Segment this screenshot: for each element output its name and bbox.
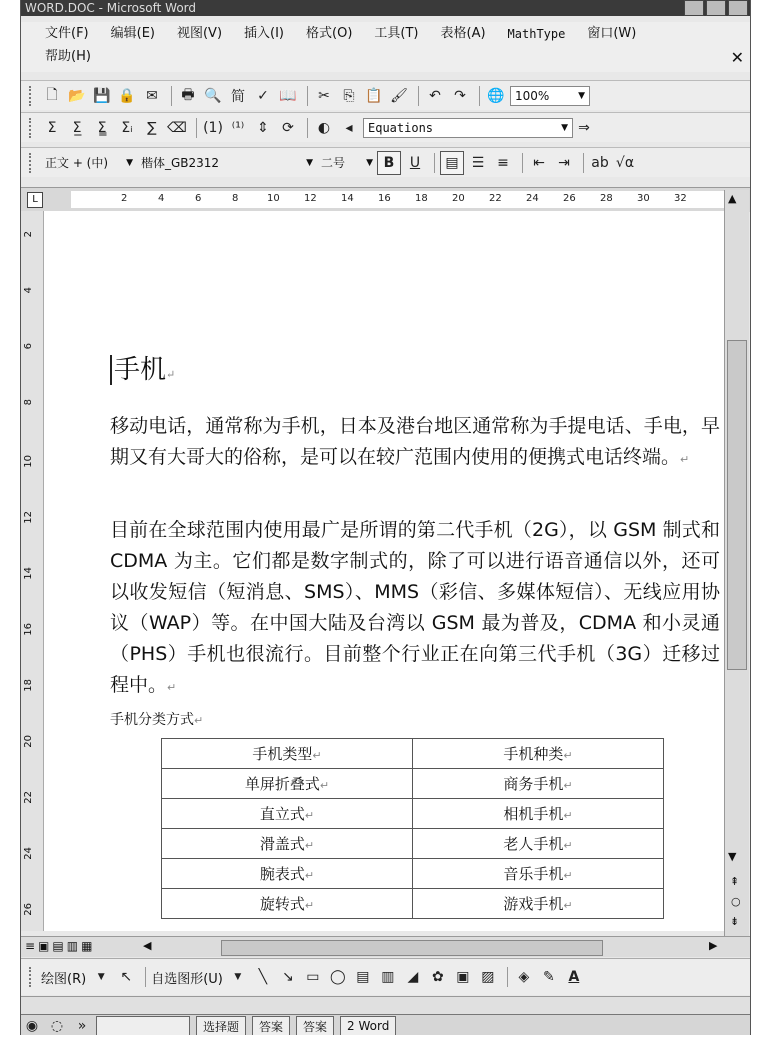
zoom-select[interactable] (510, 86, 590, 106)
chevron-down-icon: ▼ (306, 157, 313, 168)
paragraph-mark-icon: ↵ (167, 681, 177, 694)
size-select[interactable] (317, 153, 377, 173)
cell-text: 单屏折叠式 (244, 775, 320, 793)
cell-text: 音乐手机 (503, 865, 564, 883)
table-cell[interactable] (413, 769, 664, 799)
taskbar-item[interactable] (96, 1016, 190, 1035)
save-icon[interactable]: 💾 (93, 87, 111, 104)
arrow-icon[interactable]: ↘ (281, 969, 294, 985)
vruler-tick: 4 (23, 287, 34, 294)
equation-number-icon[interactable]: (1) (203, 119, 223, 136)
copy-icon[interactable]: ⎘ (343, 87, 355, 104)
rectangle-icon[interactable]: ▭ (306, 969, 320, 985)
cell-mark-icon: ↵ (319, 779, 330, 792)
taskbar-item-label: 选择题 (203, 1019, 240, 1034)
menu-help[interactable]: 帮助(H) (45, 49, 91, 64)
delete-equation-icon[interactable]: ⌫ (167, 119, 187, 136)
go-arrow-icon[interactable]: ⇒ (578, 119, 590, 136)
cell-text: 手机种类 (503, 745, 564, 763)
vruler-tick: 8 (23, 399, 34, 406)
browse-object-icon[interactable]: ○ (731, 895, 741, 908)
vertical-ruler[interactable] (21, 211, 44, 931)
drawing-toolbar (21, 958, 750, 995)
ruler-tick: 14 (341, 193, 354, 204)
horizontal-scrollbar[interactable] (21, 936, 750, 957)
sum-sub-icon[interactable]: Σᵢ (121, 119, 133, 136)
quick-launch-icon[interactable]: ◉ (25, 1018, 39, 1034)
bold-button[interactable]: B (377, 151, 401, 175)
line-icon[interactable]: ╲ (258, 969, 268, 985)
toolbar-grip[interactable] (29, 118, 35, 138)
underline-button[interactable]: U (409, 154, 421, 171)
size-value: 二号 (321, 156, 346, 170)
chevron-down-icon: ▼ (126, 157, 133, 168)
cell-text: 相机手机 (503, 805, 564, 823)
heading-text: 手机 (114, 355, 167, 385)
menu-mathtype[interactable]: MathType (507, 27, 566, 41)
vruler-tick: 18 (23, 679, 34, 692)
ruler-tick: 22 (489, 193, 502, 204)
select-objects-icon[interactable]: ↖ (120, 969, 133, 985)
new-document-icon[interactable]: 🗋 (46, 86, 58, 103)
taskbar-item-label: 答案 (303, 1019, 328, 1034)
view-buttons-icon[interactable]: ≡▣▤▥▦ (25, 939, 96, 953)
ruler-tick: 12 (304, 193, 317, 204)
cell-text: 手机类型 (252, 745, 313, 763)
ruler-tick: 2 (121, 193, 128, 204)
chevron-down-icon: ▼ (366, 157, 373, 168)
draw-menu[interactable]: 绘图(R) (41, 971, 87, 987)
sum-box-icon[interactable]: Σ̳ (97, 119, 107, 136)
equation-update-icon[interactable]: ⟳ (282, 119, 294, 136)
paragraph-mark-icon: ↵ (194, 714, 204, 727)
vruler-tick: 14 (23, 567, 34, 580)
equations-select[interactable] (363, 118, 573, 138)
table-cell[interactable] (413, 859, 664, 889)
cell-mark-icon: ↵ (563, 749, 573, 762)
oval-icon[interactable]: ◯ (330, 969, 346, 985)
cell-mark-icon: ↵ (304, 899, 315, 912)
vruler-tick: 2 (23, 231, 34, 238)
menu-bar (21, 22, 750, 72)
table-row (162, 739, 664, 769)
vruler-tick: 12 (23, 511, 34, 524)
vruler-tick: 26 (23, 903, 34, 916)
menu-table[interactable]: 表格(A) (440, 26, 486, 41)
zoom-value: 100% (515, 88, 550, 103)
ruler-tick: 30 (637, 193, 650, 204)
menu-format[interactable]: 格式(O) (306, 26, 353, 41)
cell-mark-icon: ↵ (304, 809, 315, 822)
paste-icon[interactable]: 📋 (365, 87, 383, 104)
chevron-down-icon[interactable]: ▼ (97, 972, 105, 982)
phonetic-guide-icon[interactable]: ab (591, 154, 609, 171)
vertical-scrollbar[interactable] (724, 190, 749, 940)
decrease-indent-icon[interactable]: ⇤ (533, 154, 545, 171)
ruler-tick: 18 (415, 193, 428, 204)
spelling-icon[interactable]: ✓ (257, 87, 269, 104)
horizontal-ruler[interactable] (21, 187, 750, 212)
permission-icon[interactable]: 🔒 (118, 87, 136, 104)
table-cell[interactable] (162, 889, 413, 919)
paragraph-mark-icon: ↵ (166, 368, 176, 381)
toolbar-grip[interactable] (29, 967, 35, 987)
expand-icon[interactable]: » (77, 1018, 87, 1034)
simplified-traditional-icon[interactable]: 简 (231, 88, 245, 105)
next-page-icon[interactable]: ⇟ (730, 915, 740, 928)
menu-tools[interactable]: 工具(T) (374, 26, 419, 41)
format-painter-icon[interactable]: 🖌 (390, 87, 408, 104)
cell-text: 直立式 (259, 805, 305, 823)
open-folder-icon[interactable]: 📂 (68, 87, 86, 104)
table-row (162, 859, 664, 889)
align-right-icon[interactable]: ≡ (497, 154, 509, 171)
ruler-tick: 16 (378, 193, 391, 204)
cell-text: 老人手机 (503, 835, 564, 853)
scroll-right-icon[interactable]: ▶ (709, 939, 718, 952)
cell-mark-icon: ↵ (304, 869, 315, 882)
ruler-tick: 8 (232, 193, 239, 204)
ruler-tick: 28 (600, 193, 613, 204)
menu-view[interactable]: 视图(V) (176, 26, 223, 41)
globe-icon[interactable]: ◐ (317, 119, 331, 136)
vruler-tick: 10 (23, 455, 34, 468)
cell-mark-icon: ↵ (563, 869, 573, 882)
style-value: 正文 + (中) (45, 156, 109, 170)
font-select[interactable] (137, 153, 317, 173)
table-row (162, 829, 664, 859)
wordart-icon[interactable]: ◢ (407, 969, 419, 985)
toolbar-grip[interactable] (29, 153, 35, 173)
paragraph-1[interactable] (110, 411, 720, 475)
redo-icon[interactable]: ↷ (454, 87, 466, 104)
title-bar (21, 0, 750, 16)
clipart-icon[interactable]: ▣ (456, 969, 470, 985)
maximize-button[interactable] (706, 0, 726, 16)
cell-mark-icon: ↵ (563, 809, 573, 822)
undo-icon[interactable]: ↶ (429, 87, 441, 104)
print-preview-icon[interactable]: 🔍 (204, 87, 222, 104)
paragraph-1-text: 移动电话，通常称为手机，日本及港台地区通常称为手提电话、手电，早期又有大哥大的俗称，是可以在较广范围内使用的便携式电话终端。 (110, 415, 720, 468)
cell-text: 商务手机 (503, 775, 564, 793)
vruler-tick: 22 (23, 791, 34, 804)
ruler-tick: 10 (267, 193, 280, 204)
document-page[interactable] (44, 211, 724, 931)
table-row (162, 769, 664, 799)
word-window (20, 0, 751, 1035)
menu-file[interactable]: 文件(F) (45, 26, 89, 41)
ruler-tick: 20 (452, 193, 465, 204)
sum-underline-icon[interactable]: Σ̲ (72, 119, 82, 136)
table-row (162, 889, 664, 919)
chevron-down-icon: ▼ (561, 122, 568, 133)
table-cell[interactable] (162, 829, 413, 859)
ruler-tick: 6 (195, 193, 202, 204)
sum-slash-icon[interactable]: ∑ (147, 119, 157, 136)
ruler-tick: 32 (674, 193, 687, 204)
cell-text: 游戏手机 (503, 895, 564, 913)
picture-icon[interactable]: ▨ (481, 969, 495, 985)
close-document-icon[interactable]: ✕ (730, 48, 744, 67)
cut-icon[interactable]: ✂ (318, 87, 330, 104)
taskbar-item[interactable] (340, 1016, 396, 1035)
vertical-textbox-icon[interactable]: ▥ (381, 969, 395, 985)
taskbar-item[interactable] (252, 1016, 290, 1035)
cell-mark-icon: ↵ (563, 839, 573, 852)
email-icon[interactable]: ✉ (146, 87, 158, 104)
fill-color-icon[interactable]: ◈ (518, 969, 530, 985)
research-icon[interactable]: 📖 (279, 87, 297, 104)
taskbar-item[interactable] (196, 1016, 246, 1035)
classification-table[interactable] (161, 738, 664, 919)
previous-page-icon[interactable]: ⇞ (730, 875, 740, 888)
chevron-down-icon[interactable]: ▼ (234, 972, 242, 982)
style-select[interactable] (41, 153, 137, 173)
cell-text: 滑盖式 (259, 835, 305, 853)
hscroll-thumb[interactable] (221, 940, 603, 956)
table-cell[interactable] (413, 889, 664, 919)
window-title: WORD.DOC - Microsoft Word (25, 1, 196, 15)
paragraph-mark-icon: ↵ (680, 453, 690, 466)
cell-mark-icon: ↵ (304, 839, 315, 852)
status-bar (21, 996, 750, 1015)
justify-icon[interactable]: ▤ (440, 151, 464, 175)
diagram-icon[interactable]: ✿ (431, 969, 444, 985)
scroll-left-icon[interactable]: ◀ (143, 939, 152, 952)
document-heading[interactable] (110, 349, 175, 386)
table-cell[interactable] (162, 799, 413, 829)
sum-icon[interactable]: Σ (47, 119, 57, 136)
ruler-tick: 26 (563, 193, 576, 204)
scroll-thumb[interactable] (727, 340, 747, 670)
cell-text: 旋转式 (259, 895, 305, 913)
hyperlink-icon[interactable]: 🌐 (487, 87, 505, 104)
textbox-icon[interactable]: ▤ (356, 969, 370, 985)
vruler-tick: 20 (23, 735, 34, 748)
caption-text: 手机分类方式 (110, 712, 194, 728)
ruler-tick: 4 (158, 193, 165, 204)
standard-toolbar (21, 80, 750, 110)
paragraph-2[interactable] (110, 515, 720, 703)
tab-selector-icon[interactable]: L (27, 192, 43, 208)
table-cell[interactable] (162, 859, 413, 889)
ruler-tick: 24 (526, 193, 539, 204)
scroll-up-icon[interactable]: ▲ (728, 192, 737, 205)
align-center-icon[interactable]: ☰ (471, 154, 485, 171)
minimize-button[interactable] (684, 0, 704, 16)
taskbar-item-label: 答案 (259, 1019, 284, 1034)
table-cell[interactable] (413, 799, 664, 829)
equation-toolbar (21, 112, 750, 142)
sqrt-icon[interactable]: √α (615, 154, 635, 171)
equations-arrow-icon[interactable]: ◂ (345, 119, 353, 136)
cell-mark-icon: ↵ (563, 779, 573, 792)
scroll-down-icon[interactable]: ▼ (728, 850, 737, 863)
quick-launch-icon[interactable]: ◌ (50, 1018, 64, 1034)
vruler-tick: 6 (23, 343, 34, 350)
formatting-toolbar (21, 147, 750, 177)
vruler-tick: 24 (23, 847, 34, 860)
table-row (162, 799, 664, 829)
taskbar-item-label: 2 Word (347, 1019, 390, 1033)
table-cell[interactable] (413, 739, 664, 769)
cell-text: 腕表式 (259, 865, 305, 883)
menu-edit[interactable]: 编辑(E) (110, 26, 155, 41)
cell-mark-icon: ↵ (563, 899, 573, 912)
line-color-icon[interactable]: ✎ (542, 969, 555, 985)
font-color-icon[interactable]: A (568, 969, 580, 985)
cell-mark-icon: ↵ (312, 749, 322, 762)
font-value: 楷体_GB2312 (141, 156, 220, 170)
toolbar-grip[interactable] (29, 86, 35, 106)
taskbar (21, 1014, 750, 1035)
equation-browse-icon[interactable]: ⇕ (257, 119, 269, 136)
vruler-tick: 16 (23, 623, 34, 636)
equation-ref-icon[interactable]: ⁽¹⁾ (231, 119, 245, 136)
table-cell[interactable] (413, 829, 664, 859)
menu-insert[interactable]: 插入(I) (244, 26, 285, 41)
equations-label: Equations (368, 120, 434, 135)
chevron-down-icon: ▼ (578, 90, 585, 101)
increase-indent-icon[interactable]: ⇥ (558, 154, 570, 171)
taskbar-item[interactable] (296, 1016, 334, 1035)
table-cell[interactable] (162, 739, 413, 769)
print-icon[interactable]: 🖶 (181, 86, 195, 103)
table-caption[interactable] (110, 709, 203, 729)
autoshapes-menu[interactable]: 自选图形(U) (151, 971, 223, 987)
paragraph-2-text: 目前在全球范围内使用最广是所谓的第二代手机（2G），以 GSM 制式和 CDMA 为主。它们都是数字制式的，除了可以进行语音通信以外，还可以收发短信（短消息、SMS）、MMS（彩信、多媒体短信）、无线应用协议（WAP）等。在中国大陆及台湾以 GSM 最为普及，CDMA 和小灵通（PHS）手机也很流行。目前整个行业正在向第三代手机（3G）迁移过程中。 (110, 519, 720, 696)
table-cell[interactable] (162, 769, 413, 799)
menu-window[interactable]: 窗口(W) (587, 26, 637, 41)
close-window-button[interactable] (728, 0, 748, 16)
